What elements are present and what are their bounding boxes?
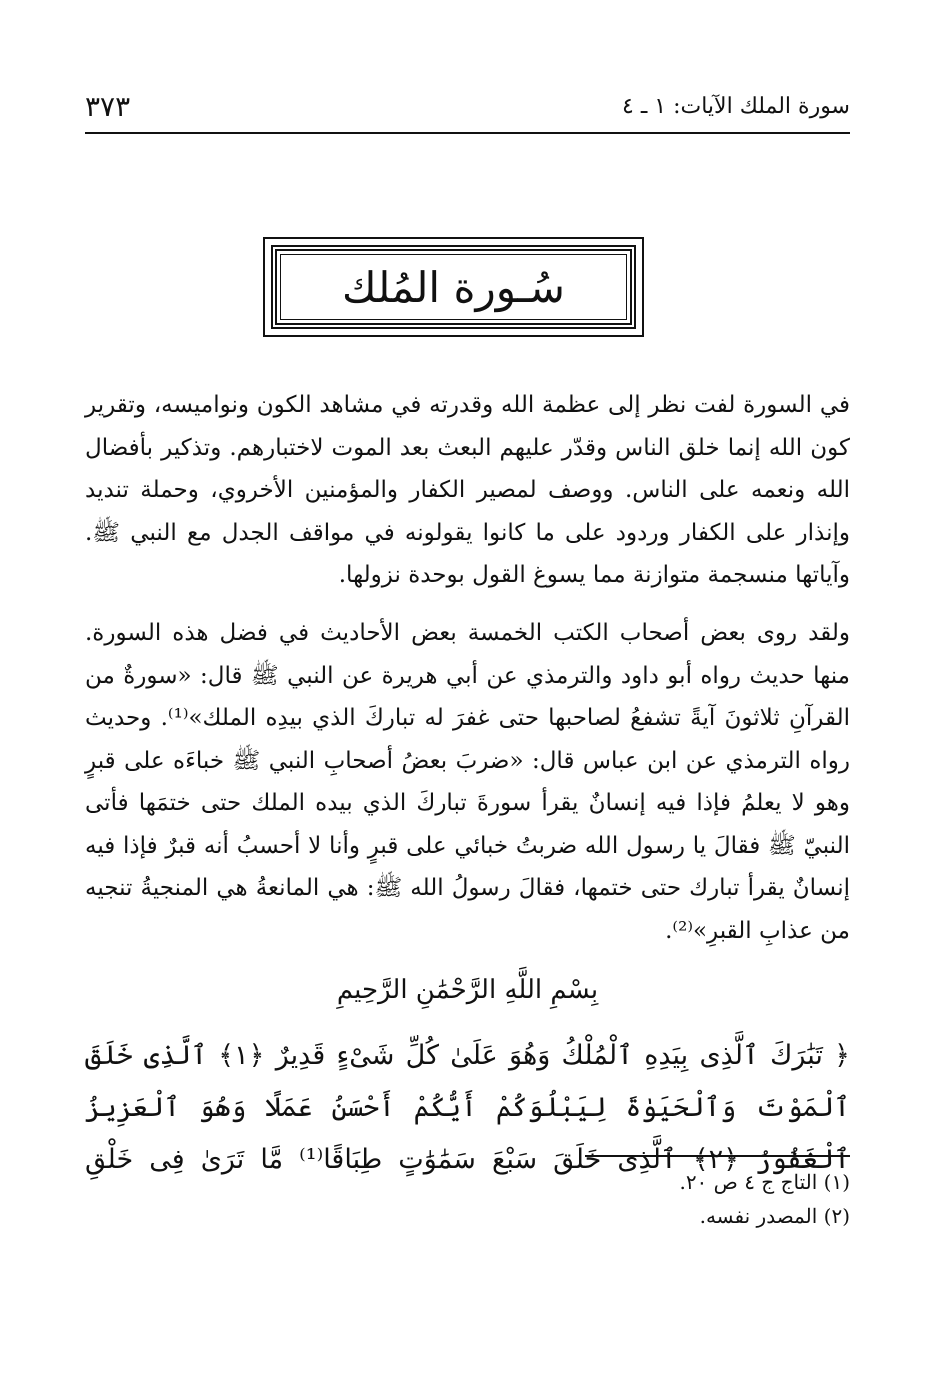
footnote-divider bbox=[585, 1155, 850, 1157]
page-number: ٣٧٣ bbox=[85, 90, 131, 123]
running-header-title: سورة الملك الآيات: ١ ـ ٤ bbox=[622, 94, 850, 119]
intro-paragraph: في السورة لفت نظر إلى عظمة الله وقدرته في مشاهد الكون ونواميسه، وتقرير كون الله إنما خلق الناس وقدّر عليهم البعث بعد الموت لاختبارهم. وتذكير بأفضال الله ونعمه على الناس. ووصف لمصير الكفار والمؤمنين الأخروي، وحملة تنديد وإنذار على الكفار وردود على ما كانوا يقولونه في مواقف الجدل مع النبي ﷺ. وآياتها منسجمة متوازنة مما يسوغ القول بوحدة نزولها. bbox=[85, 392, 850, 588]
surah-title-frame bbox=[263, 237, 644, 337]
hadith-paragraph: ولقد روى بعض أصحاب الكتب الخمسة بعض الأحاديث في فضل هذه السورة. منها حديث رواه أبو داود والترمذي عن أبي هريرة عن النبي ﷺ قال: «سورةٌ من القرآنِ ثلاثونَ آيةً تشفعُ لصاحبها حتى غفرَ له تباركَ الذي بيدِه الملك»⁽¹⁾. وحديث رواه الترمذي عن ابن عباس قال: «ضربَ بعضُ أصحابِ النبي ﷺ خباءَه على قبرٍ وهو لا يعلمُ فإذا فيه إنسانٌ يقرأ سورةَ تباركَ الذي بيده الملك حتى ختمَها فأتى النبيّ ﷺ فقالَ يا رسول الله ضربتُ خبائي على قبرٍ وأنا لا أحسبُ أنه قبرٌ فإذا فيه إنسانٌ يقرأ تبارك حتى ختمها، فقالَ رسولُ الله ﷺ: هي المانعةُ هي المنجيةُ تنجيه من عذابِ القبرِ»⁽²⁾. bbox=[85, 620, 851, 944]
surah-title: سُـورة المُلك bbox=[342, 262, 565, 312]
footnote-1: (١) التاج ج ٤ ص ٢٠. bbox=[679, 1170, 850, 1194]
basmala: بِسْمِ اللَّهِ الرَّحْمَٰنِ الرَّحِيمِ bbox=[336, 975, 599, 1005]
footnote-2: (٢) المصدر نفسه. bbox=[699, 1204, 850, 1228]
surah-title-frame-inner bbox=[271, 245, 636, 329]
header-divider bbox=[85, 132, 850, 134]
quran-verses: ﴿ تَبَٰرَكَ ٱلَّذِى بِيَدِهِ ٱلْمُلْكُ وَهُوَ عَلَىٰ كُلِّ شَىْءٍ قَدِيرٌ ﴿١﴾ ٱلَّذِى خَلَقَ ٱلْمَوْتَ وَٱلْحَيَوٰةَ لِيَبْلُوَكُمْ أَيُّكُمْ أَحْسَنُ عَمَلًا وَهُوَ ٱلْعَزِيزُ ٱلْغَفُورُ ﴿٢﴾ ٱلَّذِى خَلَقَ سَبْعَ سَمَٰوَٰتٍ طِبَاقًا⁽¹⁾ مَّا تَرَىٰ فِى خَلْقِ bbox=[85, 1040, 851, 1175]
page-header bbox=[85, 90, 850, 130]
footnotes bbox=[450, 1165, 850, 1233]
surah-title-frame-core bbox=[280, 254, 627, 320]
